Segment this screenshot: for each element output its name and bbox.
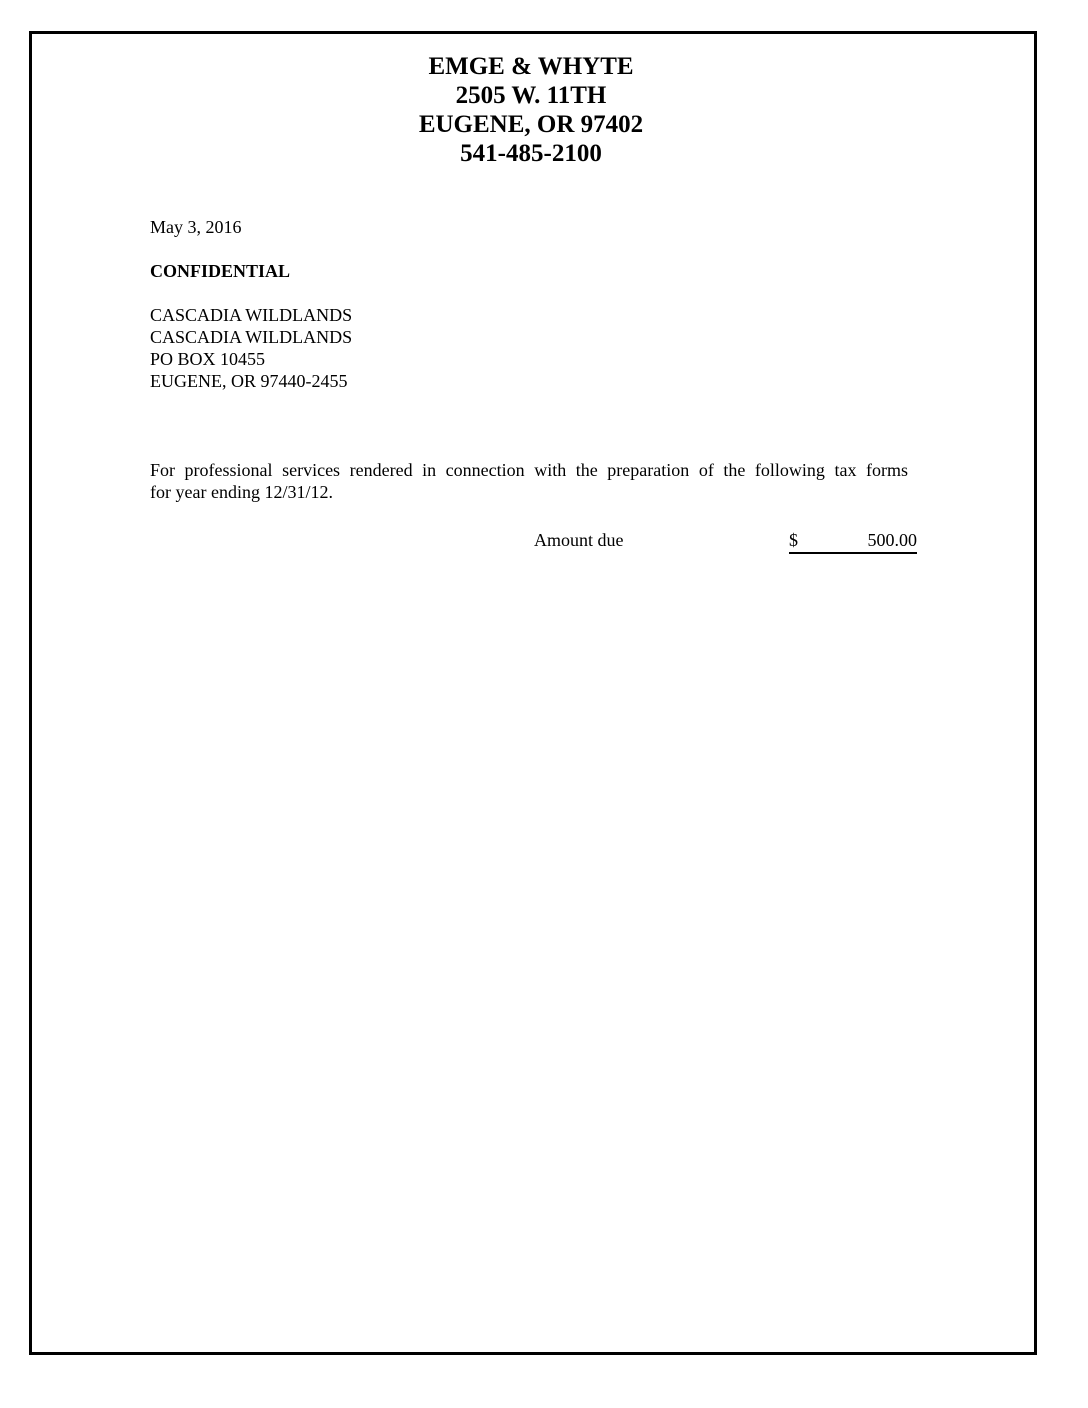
recipient-line-2: CASCADIA WILDLANDS [150,327,353,347]
amount-due-label: Amount due [534,530,624,550]
firm-name: EMGE & WHYTE [428,53,634,80]
services-line-2: for year ending 12/31/12. [150,482,333,502]
recipient-address [150,304,352,392]
amount-due-value [789,529,917,554]
amount-value: 500.00 [867,530,917,550]
services-line-1: For professional services rendered in connection with the preparation of the following tax forms [150,460,908,480]
recipient-line-1: CASCADIA WILDLANDS [150,305,353,325]
recipient-line-3: PO BOX 10455 [150,349,266,369]
confidential-label: CONFIDENTIAL [150,261,291,281]
recipient-line-4: EUGENE, OR 97440-2455 [150,371,348,391]
services-description [150,459,908,503]
currency-symbol: $ [789,530,798,550]
firm-city-state-zip: EUGENE, OR 97402 [418,111,644,138]
letter-date: May 3, 2016 [150,217,242,237]
firm-phone: 541-485-2100 [460,140,602,167]
letterhead [0,52,1062,168]
firm-street: 2505 W. 11TH [455,82,607,109]
